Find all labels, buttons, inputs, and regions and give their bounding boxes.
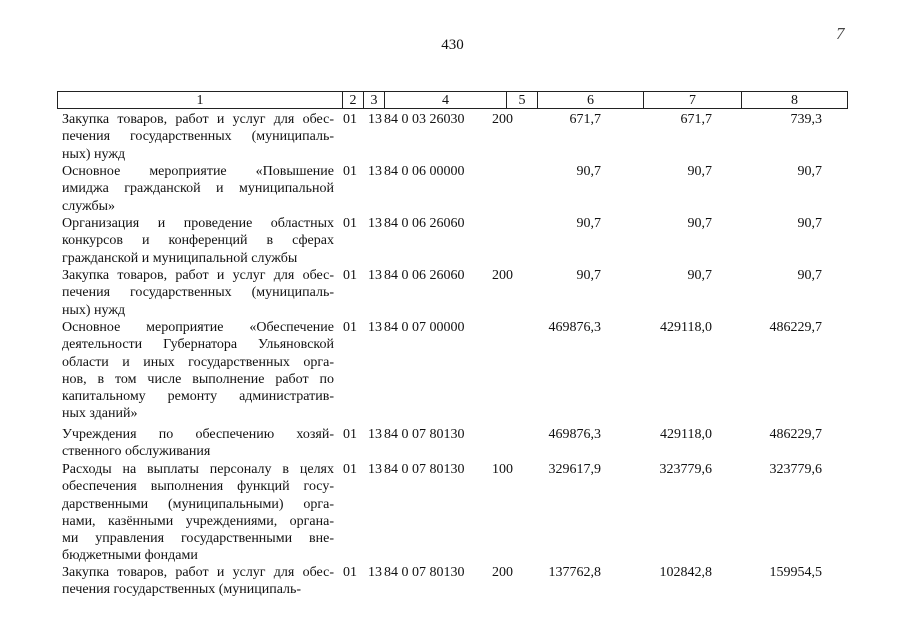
amount-col-7: 90,7 <box>687 216 712 231</box>
amount-col-6: 90,7 <box>576 216 601 231</box>
row-description <box>62 564 334 599</box>
description-line: Организация и проведение областных <box>62 216 334 231</box>
description-line: ных) нужд <box>62 146 126 162</box>
amount-col-7: 429118,0 <box>660 320 712 335</box>
description-line: имиджа гражданской и муниципальной <box>62 181 334 197</box>
header-col-7: 7 <box>644 92 742 108</box>
amount-col-6: 469876,3 <box>548 427 601 442</box>
amount-col-6: 137762,8 <box>548 565 601 580</box>
expense-type-code: 200 <box>492 565 513 580</box>
target-article-code: 84 0 06 00000 <box>384 164 465 179</box>
description-line: Закупка товаров, работ и услуг для обес- <box>62 112 334 127</box>
handwritten-page-mark: 7 <box>836 24 845 43</box>
description-line: Закупка товаров, работ и услуг для обес- <box>62 268 334 283</box>
target-article-code: 84 0 06 26060 <box>384 216 465 231</box>
target-article-code: 84 0 07 80130 <box>384 565 465 580</box>
subsection-code: 13 <box>368 164 382 179</box>
subsection-code: 13 <box>368 216 382 231</box>
description-line: обеспечения выполнения функций госу- <box>62 479 334 495</box>
header-col-2: 2 <box>343 92 364 108</box>
description-line: печения государственных (муниципаль- <box>62 285 334 301</box>
description-line: нов, в том числе выполнение работ по <box>62 371 334 387</box>
subsection-code: 13 <box>368 427 382 442</box>
header-col-6: 6 <box>538 92 644 108</box>
header-col-4: 4 <box>385 92 507 108</box>
description-line: капитальному ремонту административ- <box>62 389 334 405</box>
expense-type-code: 200 <box>492 268 513 283</box>
description-line: ми управления государственными вне- <box>62 531 334 547</box>
description-line: ственного обслуживания <box>62 444 211 460</box>
row-description <box>62 461 334 565</box>
amount-col-8: 486229,7 <box>769 427 822 442</box>
description-line: Расходы на выплаты персоналу в целях <box>62 462 334 477</box>
amount-col-8: 90,7 <box>797 216 822 231</box>
description-line: конкурсов и конференций в сферах <box>62 233 334 249</box>
target-article-code: 84 0 06 26060 <box>384 268 465 283</box>
description-line: Учреждения по обеспечению хозяй- <box>62 427 334 442</box>
description-line: печения государственных (муниципаль- <box>62 582 302 598</box>
amount-col-7: 671,7 <box>680 112 712 127</box>
target-article-code: 84 0 07 80130 <box>384 427 465 442</box>
description-line: Основное мероприятие «Обеспечение <box>62 320 334 335</box>
amount-col-6: 90,7 <box>576 164 601 179</box>
description-line: области и иных государственных орга- <box>62 354 334 370</box>
header-col-5: 5 <box>507 92 538 108</box>
amount-col-7: 90,7 <box>687 268 712 283</box>
amount-col-8: 486229,7 <box>769 320 822 335</box>
header-col-1: 1 <box>58 92 343 108</box>
amount-col-6: 329617,9 <box>548 462 601 477</box>
description-line: бюджетными фондами <box>62 548 198 564</box>
target-article-code: 84 0 07 00000 <box>384 320 465 335</box>
subsection-code: 13 <box>368 112 382 127</box>
subsection-code: 13 <box>368 462 382 477</box>
table-header <box>57 91 848 109</box>
header-col-8: 8 <box>791 93 798 108</box>
amount-col-8: 159954,5 <box>769 565 822 580</box>
description-line: нами, казёнными учреждениями, органа- <box>62 513 334 529</box>
subsection-code: 13 <box>368 565 382 580</box>
page-number: 430 <box>441 37 464 53</box>
section-code: 01 <box>343 268 357 283</box>
amount-col-7: 102842,8 <box>659 565 712 580</box>
section-code: 01 <box>343 565 357 580</box>
section-code: 01 <box>343 320 357 335</box>
section-code: 01 <box>343 164 357 179</box>
subsection-code: 13 <box>368 320 382 335</box>
description-line: печения государственных (муниципаль- <box>62 129 334 145</box>
description-line: дарственными (муниципальными) орга- <box>62 496 334 512</box>
header-col-3: 3 <box>364 92 385 108</box>
row-description <box>62 163 334 215</box>
target-article-code: 84 0 03 26030 <box>384 112 465 127</box>
expense-type-code: 100 <box>492 462 513 477</box>
amount-col-8: 90,7 <box>797 268 822 283</box>
amount-col-6: 671,7 <box>569 112 601 127</box>
row-description <box>62 111 334 163</box>
amount-col-8: 90,7 <box>797 164 822 179</box>
amount-col-7: 429118,0 <box>660 427 712 442</box>
description-line: Закупка товаров, работ и услуг для обес- <box>62 565 334 580</box>
amount-col-7: 90,7 <box>687 164 712 179</box>
amount-col-8: 739,3 <box>790 112 822 127</box>
description-line: ных зданий» <box>62 406 138 422</box>
row-description <box>62 267 334 319</box>
section-code: 01 <box>343 216 357 231</box>
amount-col-6: 469876,3 <box>548 320 601 335</box>
subsection-code: 13 <box>368 268 382 283</box>
amount-col-7: 323779,6 <box>659 462 712 477</box>
target-article-code: 84 0 07 80130 <box>384 462 465 477</box>
row-description <box>62 319 334 423</box>
description-line: Основное мероприятие «Повышение <box>62 164 334 179</box>
description-line: деятельности Губернатора Ульяновской <box>62 337 334 353</box>
section-code: 01 <box>343 462 357 477</box>
section-code: 01 <box>343 427 357 442</box>
description-line: ных) нужд <box>62 302 126 318</box>
row-description <box>62 215 334 267</box>
amount-col-6: 90,7 <box>576 268 601 283</box>
section-code: 01 <box>343 112 357 127</box>
amount-col-8: 323779,6 <box>769 462 822 477</box>
description-line: гражданской и муниципальной службы <box>62 250 298 266</box>
expense-type-code: 200 <box>492 112 513 127</box>
description-line: службы» <box>62 198 116 214</box>
row-description <box>62 426 334 461</box>
